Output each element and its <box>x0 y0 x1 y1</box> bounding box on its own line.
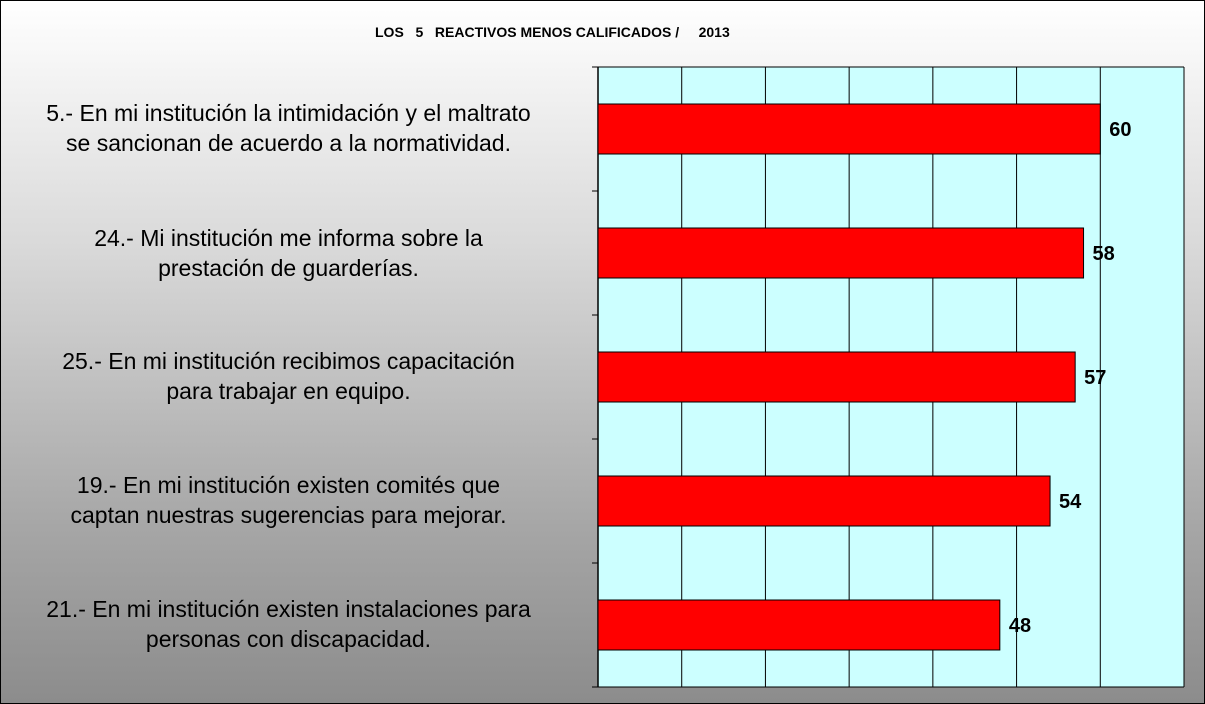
data-label: 57 <box>1084 367 1107 389</box>
chart-title: LOS 5 REACTIVOS MENOS CALIFICADOS / 2013 <box>375 24 730 40</box>
category-label-line: 19.- En mi institución existen comités que <box>76 472 501 498</box>
category-label-line: para trabajar en equipo. <box>166 378 411 404</box>
category-label-line: 25.- En mi institución recibimos capacitación <box>62 348 515 374</box>
category-label-line: 24.- Mi institución me informa sobre la <box>94 225 483 251</box>
category-label-line: se sancionan de acuerdo a la normatividad. <box>66 130 511 156</box>
category-label-line: 5.- En mi institución la intimidación y el maltrato <box>46 100 531 126</box>
category-label-line: prestación de guarderías. <box>158 255 419 281</box>
bar <box>598 476 1050 526</box>
data-label: 58 <box>1092 243 1115 265</box>
bar <box>598 104 1100 154</box>
data-label: 48 <box>1008 615 1032 637</box>
data-label: 60 <box>1109 119 1132 141</box>
bar-chart-plot <box>1 1 1204 703</box>
data-label: 54 <box>1059 491 1082 513</box>
bar <box>598 600 1000 650</box>
category-label-line: personas con discapacidad. <box>145 626 432 652</box>
category-label-line: captan nuestras sugerencias para mejorar. <box>70 502 507 528</box>
bar <box>598 352 1075 402</box>
category-label-line: 21.- En mi institución existen instalaciones para <box>46 596 531 622</box>
bar <box>598 228 1084 278</box>
